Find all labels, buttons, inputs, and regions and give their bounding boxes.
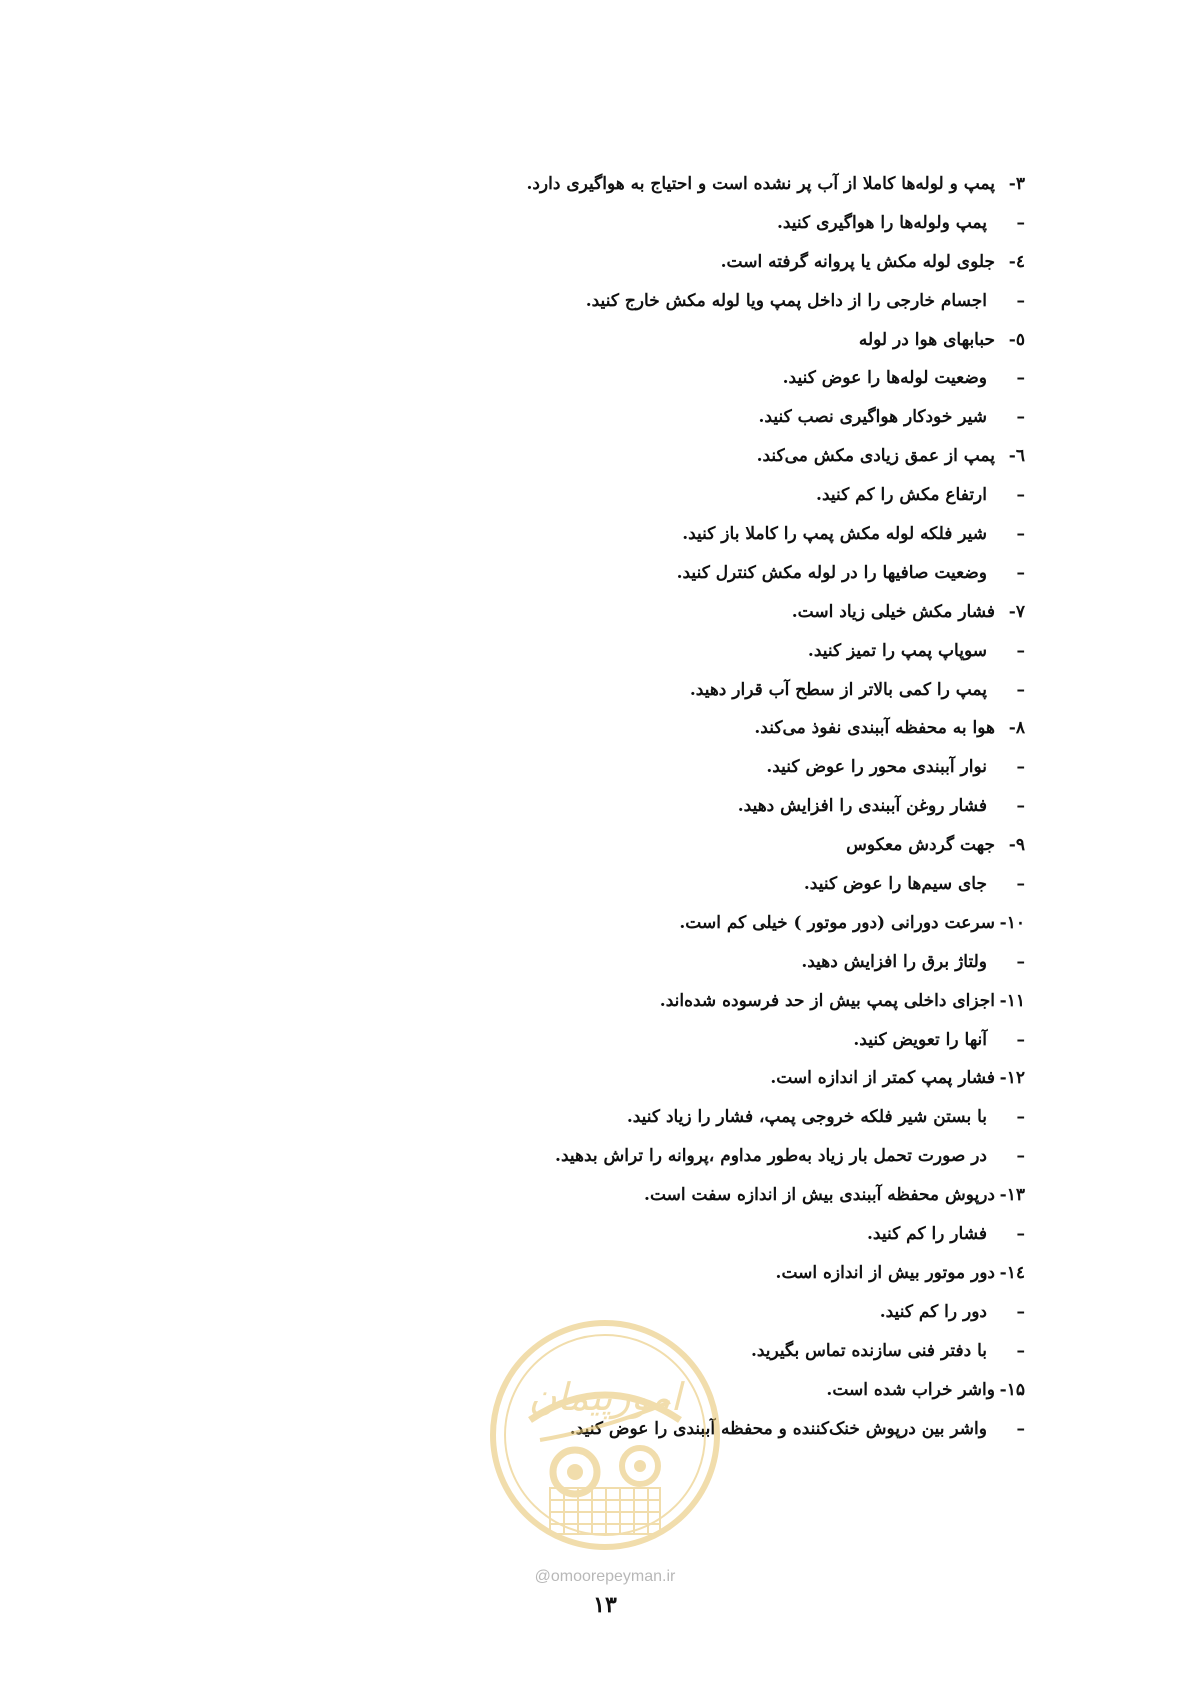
remedy-line: [325, 483, 1025, 507]
line-text: فشار روغن آببندی را افزایش دهید.: [737, 796, 987, 817]
item-number: ٤-: [1008, 251, 1025, 272]
bullet-dash: –: [1016, 524, 1025, 545]
item-number: ۱۵-: [999, 1379, 1025, 1400]
remedy-line: [325, 561, 1025, 585]
bullet-dash: –: [1016, 1107, 1025, 1128]
problem-line: [325, 1183, 1025, 1207]
remedy-line: [325, 405, 1025, 429]
bullet-dash: –: [1016, 368, 1025, 389]
line-text: پمپ و لوله‌ها کاملا از آب پر نشده است و احتیاج به هواگیری دارد.: [526, 174, 995, 194]
line-text: با دفتر فنی سازنده تماس بگیرید.: [750, 1340, 987, 1361]
bullet-dash: –: [1016, 796, 1025, 817]
line-text: اجسام خارجی را از داخل پمپ ویا لوله مکش خارج کنید.: [585, 290, 987, 311]
item-number: ۷-: [1008, 601, 1025, 622]
line-text: درپوش محفظه آببندی بیش از اندازه سفت است.: [644, 1185, 995, 1206]
remedy-line: [325, 522, 1025, 546]
problem-line: [325, 716, 1025, 740]
bullet-dash: –: [1016, 407, 1025, 428]
remedy-line: [325, 211, 1025, 235]
problem-line: [325, 444, 1025, 468]
bullet-dash: –: [1016, 1029, 1025, 1050]
item-number: ٦-: [1008, 446, 1025, 467]
bullet-dash: –: [1016, 1146, 1025, 1167]
problem-line: [325, 1066, 1025, 1090]
remedy-line: [325, 755, 1025, 779]
bullet-dash: –: [1016, 679, 1025, 700]
bullet-dash: –: [1016, 212, 1025, 233]
line-text: سرعت دورانی (دور موتور ) خیلی کم است.: [679, 912, 995, 933]
problem-line: [325, 1261, 1025, 1285]
troubleshooting-list: [325, 172, 1025, 1455]
line-text: سوپاپ پمپ را تمیز کنید.: [807, 640, 987, 661]
problem-line: [325, 328, 1025, 352]
bullet-dash: –: [1016, 640, 1025, 661]
line-text: شیر خودکار هواگیری نصب کنید.: [758, 407, 987, 428]
remedy-line: [325, 794, 1025, 818]
line-text: با بستن شیر فلکه خروجی پمپ، فشار را زیاد کنید.: [626, 1107, 987, 1128]
bullet-dash: –: [1016, 562, 1025, 583]
bullet-dash: –: [1016, 1301, 1025, 1322]
remedy-line: [325, 639, 1025, 663]
line-text: شیر فلکه لوله مکش پمپ را کاملا باز کنید.: [682, 524, 987, 545]
item-number: ۸-: [1008, 718, 1025, 739]
item-number: ۱۳-: [999, 1185, 1025, 1206]
line-text: اجزای داخلی پمپ بیش از حد فرسوده شده‌اند.: [659, 990, 995, 1011]
line-text: وضعیت صافیها را در لوله مکش کنترل کنید.: [676, 562, 987, 583]
remedy-line: [325, 289, 1025, 313]
line-text: جهت گردش معکوس: [846, 835, 995, 856]
item-number: ۱۰-: [999, 912, 1025, 933]
remedy-line: [325, 950, 1025, 974]
line-text: وضعیت لوله‌ها را عوض کنید.: [782, 368, 987, 389]
item-number: ۱۲-: [999, 1068, 1025, 1089]
item-number: ۹-: [1008, 835, 1025, 856]
line-text: فشار پمپ کمتر از اندازه است.: [770, 1068, 995, 1089]
line-text: پمپ از عمق زیادی مکش می‌کند.: [756, 446, 995, 467]
remedy-line: [325, 1105, 1025, 1129]
line-text: دور موتور بیش از اندازه است.: [775, 1262, 995, 1283]
line-text: فشار مکش خیلی زیاد است.: [791, 601, 995, 622]
line-text: حبابهای هوا در لوله: [858, 329, 995, 350]
item-number: ١٤-: [999, 1262, 1025, 1283]
line-text: ولتاژ برق را افزایش دهید.: [801, 951, 987, 972]
bullet-dash: –: [1016, 290, 1025, 311]
bullet-dash: –: [1016, 874, 1025, 895]
line-text: واشر خراب شده است.: [826, 1379, 995, 1400]
watermark-logo-text: امورپیمان: [528, 1375, 682, 1419]
item-number: ۱۱-: [999, 990, 1025, 1011]
line-text: جلوی لوله مکش یا پروانه گرفته است.: [720, 251, 995, 272]
line-text: دور را کم کنید.: [879, 1301, 987, 1322]
remedy-line: [325, 1144, 1025, 1168]
problem-line: [325, 172, 1025, 196]
line-text: فشار را کم کنید.: [867, 1224, 987, 1245]
remedy-line: [325, 1028, 1025, 1052]
line-text: پمپ ولوله‌ها را هواگیری کنید.: [776, 212, 987, 233]
line-text: آنها را تعویض کنید.: [853, 1029, 987, 1050]
line-text: ارتفاع مکش را کم کنید.: [816, 485, 987, 506]
line-text: هوا به محفظه آببندی نفوذ می‌کند.: [754, 718, 995, 739]
problem-line: [325, 911, 1025, 935]
bullet-dash: –: [1016, 1340, 1025, 1361]
line-text: جای سیم‌ها را عوض کنید.: [803, 874, 987, 895]
problem-line: [325, 250, 1025, 274]
remedy-line: [325, 366, 1025, 390]
problem-line: [325, 989, 1025, 1013]
remedy-line: [325, 872, 1025, 896]
bullet-dash: –: [1016, 1418, 1025, 1439]
line-text: در صورت تحمل بار زیاد به‌طور مداوم ،پروانه را تراش بدهید.: [555, 1146, 987, 1167]
bullet-dash: –: [1016, 757, 1025, 778]
problem-line: [325, 833, 1025, 857]
line-text: واشر بین درپوش خنک‌کننده و محفظه آببندی را عوض کنید.: [569, 1418, 987, 1439]
remedy-line: [325, 678, 1025, 702]
omoorepeyman-logo-icon: [480, 1310, 730, 1560]
watermark-url: @omoorepeyman.ir: [534, 1568, 676, 1585]
remedy-line: [325, 1222, 1025, 1246]
bullet-dash: –: [1016, 485, 1025, 506]
line-text: پمپ را کمی بالاتر از سطح آب قرار دهید.: [689, 679, 987, 700]
item-number: ٥-: [1008, 329, 1025, 350]
bullet-dash: –: [1016, 1224, 1025, 1245]
problem-line: [325, 600, 1025, 624]
item-number: ۳-: [1008, 174, 1025, 194]
line-text: نوار آببندی محور را عوض کنید.: [766, 757, 987, 778]
bullet-dash: –: [1016, 951, 1025, 972]
page-number: ۱۳: [593, 1592, 617, 1618]
